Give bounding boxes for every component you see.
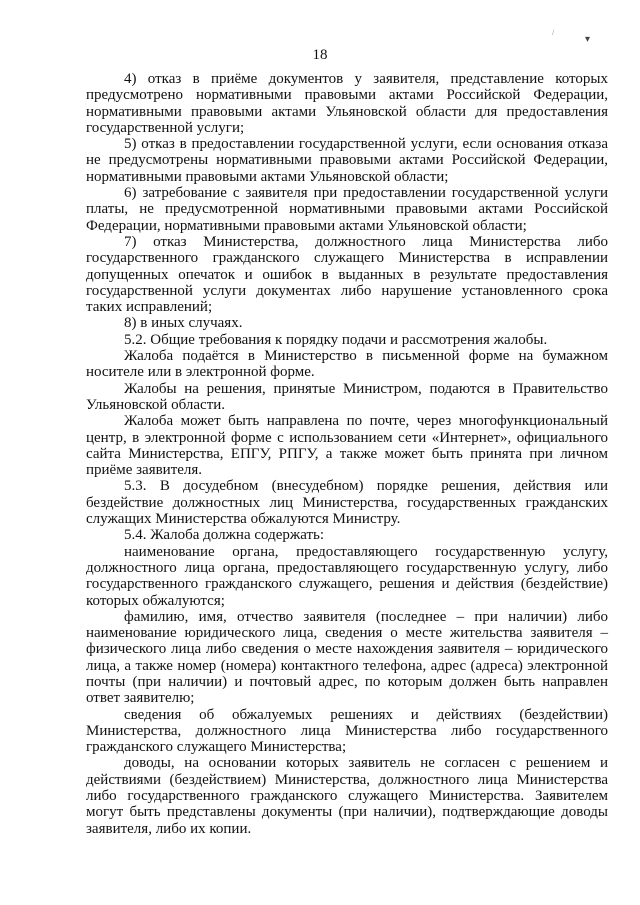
page-number: 18 (312, 47, 328, 63)
scan-speck: / (552, 28, 555, 37)
requirement-applicant-details: фамилию, имя, отчество заявителя (последнее – при наличии) либо наименование юридического лица, сведения о месте жительства заявителя – физического лица либо сведения о месте нахождения заявителя – юридического лица, а также номер (номера) контактного телефона, адрес (адреса) электронной почты (при наличии) и почтовый адрес, по которым должен быть направлен ответ заявителю; (86, 608, 608, 707)
scan-mark: ▾ (585, 34, 591, 45)
document-body (86, 71, 608, 837)
paragraph-item-5: 5) отказ в предоставлении государственной услуги, если основания отказа не предусмотрены нормативными правовыми актами Российской Федерации, нормативными правовыми актами Ульяновской области; (86, 136, 608, 185)
paragraph-item-6: 6) затребование с заявителя при предоставлении государственной услуги платы, не предусмотренной нормативными правовыми актами Российской Федерации, нормативными правовыми актами Ульяновской области; (86, 185, 608, 234)
paragraph-submission-channels: Жалоба может быть направлена по почте, через многофункциональный центр, в электронной форме с использованием сети «Интернет», официального сайта Министерства, ЕПГУ, РПГУ, а также может быть принята при личном приёме заявителя. (86, 413, 608, 479)
requirement-arguments: доводы, на основании которых заявитель не согласен с решением и действиями (бездействием) Министерства, должностного лица Министерства либо государственного гражданского служащего Министерства. Заявителем могут быть представлены документы (при наличии), подтверждающие доводы заявителя, либо их копии. (86, 755, 608, 837)
paragraph-complaint-form: Жалоба подаётся в Министерство в письменной форме на бумажном носителе или в электронной форме. (86, 348, 608, 381)
paragraph-item-4: 4) отказ в приёме документов у заявителя, представление которых предусмотрено нормативными правовыми актами Российской Федерации, нормативными правовыми актами Ульяновской области для предоставления государственной услуги; (86, 71, 608, 136)
requirement-body-name: наименование органа, предоставляющего государственную услугу, должностного лица органа, предоставляющего государственную услугу, либо государственного гражданского служащего, решения и действия (бездействие) которых обжалуются; (86, 543, 608, 609)
paragraph-minister-complaints: Жалобы на решения, принятые Министром, подаются в Правительство Ульяновской области. (86, 380, 608, 413)
paragraph-item-8: 8) в иных случаях. (124, 315, 243, 332)
section-heading-5-4: 5.4. Жалоба должна содержать: (124, 527, 325, 544)
paragraph-item-7: 7) отказ Министерства, должностного лица Министерства либо государственного гражданского служащего Министерства в исправлении допущенных опечаток и ошибок в выданных в результате предоставления государственной услуги документах либо нарушение установленного срока таких исправлений; (86, 233, 608, 316)
requirement-appealed-actions: сведения об обжалуемых решениях и действиях (бездействии) Министерства, должностного лица Министерства либо государственного гражданского служащего Министерства; (86, 706, 608, 756)
section-5-3: 5.3. В досудебном (внесудебном) порядке решения, действия или бездействие должностных лиц Министерства, государственных гражданских служащих Министерства обжалуются Министру. (86, 478, 608, 528)
section-heading-5-2: 5.2. Общие требования к порядку подачи и рассмотрения жалобы. (124, 331, 548, 348)
